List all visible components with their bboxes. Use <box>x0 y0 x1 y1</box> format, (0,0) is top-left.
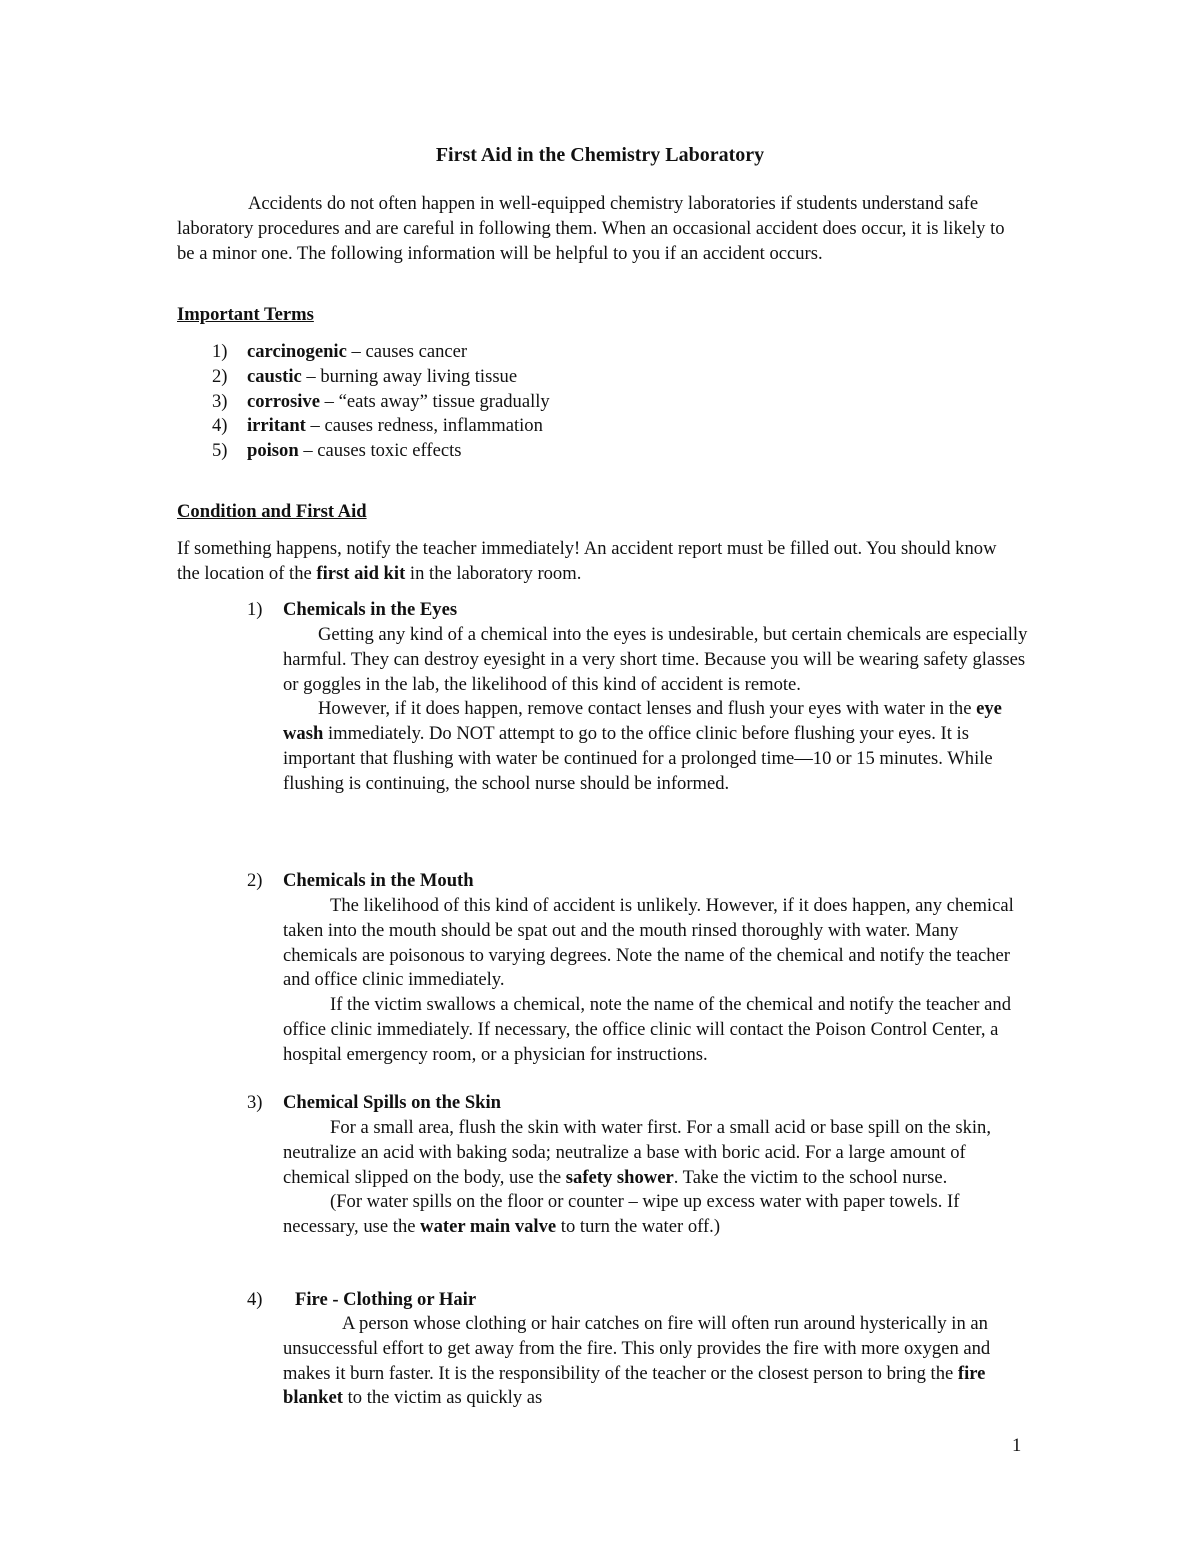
item-number: 3) <box>247 1092 263 1113</box>
page-number: 1 <box>1012 1435 1022 1456</box>
terms-list <box>212 340 550 464</box>
term-definition: – causes redness, inflammation <box>305 415 543 437</box>
term-definition: – causes cancer <box>346 341 468 362</box>
list-number: 3) <box>212 390 228 412</box>
body-paragraph: For a small area, flush the skin with water first. For a small acid or base spill on the skin, neutralize an acid with baking soda; neutralize a base with boric acid. For a large amount of chemical slipped on the body, use the safety shower. Take the victim to the school nurse. <box>283 1117 991 1188</box>
item-title-skin: Chemical Spills on the Skin <box>283 1092 502 1113</box>
list-number: 2) <box>212 365 228 387</box>
list-number: 5) <box>212 440 228 462</box>
first-aid-kit-emphasis: first aid kit <box>316 562 406 584</box>
term-name: poison <box>247 440 299 462</box>
term-name: irritant <box>247 415 306 437</box>
term-definition: – burning away living tissue <box>301 365 518 387</box>
condition-first-aid-heading: Condition and First Aid <box>177 501 367 522</box>
list-item <box>212 365 550 390</box>
body-paragraph: However, if it does happen, remove contact lenses and flush your eyes with water in the eye wash immediately. Do NOT attempt to go to the office clinic before flushing your eyes. It is important that flushing with water be continued for a prolonged time—10 or 15 minutes. While flushing is continuing, the school nurse should be informed. <box>283 698 1002 794</box>
body-paragraph: A person whose clothing or hair catches on fire will often run around hysterically in an unsuccessful effort to get away from the fire. This only provides the fire with more oxygen and makes it burn faster. It is the responsibility of the teacher or the closest person to bring the fire blanket to the victim as quickly as <box>283 1313 991 1409</box>
body-paragraph: (For water spills on the floor or counter – wipe up excess water with paper towels. If necessary, use the water main valve to turn the water off.) <box>283 1191 960 1238</box>
term-definition: – causes toxic effects <box>298 440 462 462</box>
item-title-mouth: Chemicals in the Mouth <box>283 870 474 891</box>
intro-paragraph: Accidents do not often happen in well-equipped chemistry laboratories if students understand safe laboratory procedures and are careful in following them. When an occasional accident does occur, it is likely to be a minor one. The following information will be helpful to you if an accident occurs. <box>177 193 1005 264</box>
body-paragraph: The likelihood of this kind of accident is unlikely. However, if it does happen, any chemical taken into the mouth should be spat out and the mouth rinsed thoroughly with water. Many chemicals are poisonous to varying degrees. Note the name of the chemical and notify the teacher and office clinic immediately. <box>283 895 1014 991</box>
document-title: First Aid in the Chemistry Laboratory <box>435 144 765 166</box>
item-number: 4) <box>247 1289 263 1310</box>
item-body-fire <box>283 1312 1028 1411</box>
term-name: carcinogenic <box>247 341 347 362</box>
item-body-eyes <box>283 623 1028 797</box>
eye-wash-emphasis: eye wash <box>283 698 1002 745</box>
list-number: 4) <box>212 415 228 437</box>
list-item <box>212 439 550 464</box>
item-number: 1) <box>247 599 263 620</box>
item-number: 2) <box>247 870 263 891</box>
list-number: 1) <box>212 341 228 362</box>
body-paragraph: If the victim swallows a chemical, note the name of the chemical and notify the teacher and office clinic immediately. If necessary, the office clinic will contact the Poison Control Center, a hospital emergency room, or a physician for instructions. <box>283 994 1011 1065</box>
body-paragraph: Getting any kind of a chemical into the eyes is undesirable, but certain chemicals are especially harmful. They can destroy eyesight in a very short time. Because you will be wearing safety glasses or goggles in the lab, the likelihood of this kind of accident is remote. <box>283 624 1028 695</box>
term-definition: – “eats away” tissue gradually <box>319 390 550 412</box>
fire-blanket-emphasis: fire blanket <box>283 1362 986 1409</box>
item-title-eyes: Chemicals in the Eyes <box>283 599 458 620</box>
item-body-mouth <box>283 894 1028 1068</box>
item-title-fire: Fire - Clothing or Hair <box>295 1289 477 1310</box>
list-item <box>212 340 550 365</box>
notify-paragraph: If something happens, notify the teacher immediately! An accident report must be filled out. You should know the location of the first aid kit in the laboratory room. <box>177 538 997 584</box>
safety-shower-emphasis: safety shower <box>565 1166 674 1188</box>
list-item <box>212 414 550 439</box>
item-body-skin <box>283 1116 1028 1240</box>
important-terms-heading: Important Terms <box>177 304 314 325</box>
list-item <box>212 390 550 415</box>
term-name: caustic <box>247 365 302 387</box>
term-name: corrosive <box>247 390 320 412</box>
water-main-valve-emphasis: water main valve <box>420 1216 557 1238</box>
